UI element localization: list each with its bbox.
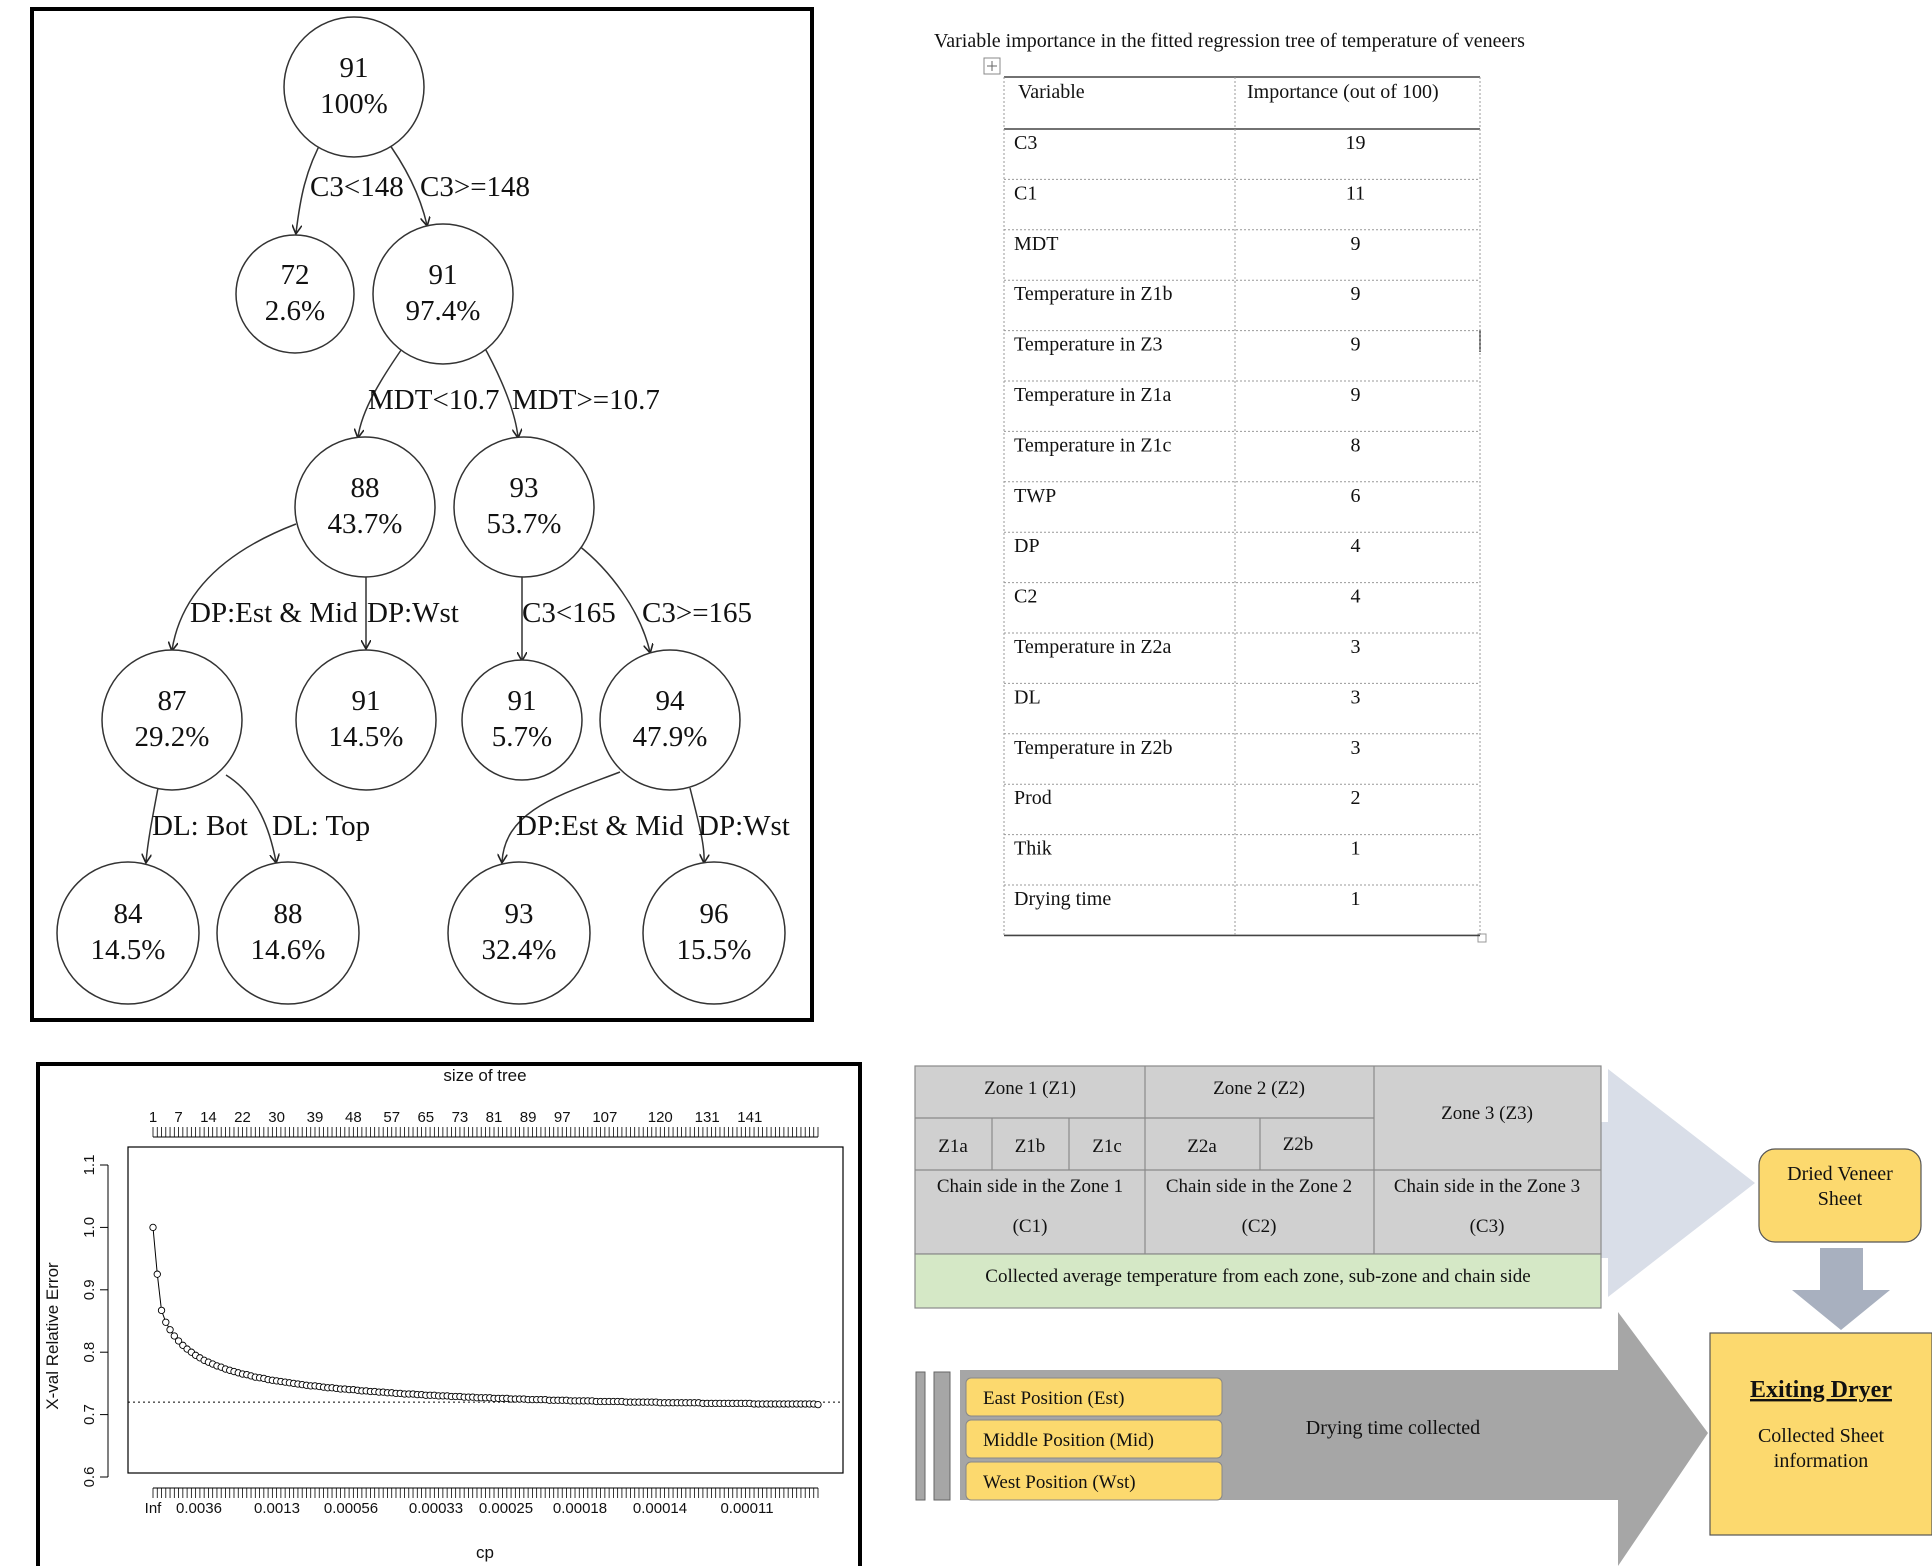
collected-temperature-label: Collected average temperature from each zone, sub-zone and chain side xyxy=(985,1266,1531,1287)
split-label: C3>=165 xyxy=(642,597,753,629)
zone3-label: Zone 3 (Z3) xyxy=(1441,1103,1533,1124)
table-cell-variable: Temperature in Z3 xyxy=(1014,333,1163,356)
top-tick-label: 81 xyxy=(485,1109,503,1126)
x-tick-label: 0.00014 xyxy=(632,1500,688,1517)
top-tick-label: 1 xyxy=(148,1109,158,1126)
tree-node xyxy=(57,862,199,1004)
chain-side-c3-label: Chain side in the Zone 3 xyxy=(1393,1176,1581,1197)
table-cell-importance: 4 xyxy=(1350,585,1361,608)
y-tick-label: 1.1 xyxy=(81,1154,98,1176)
table-cell-importance: 3 xyxy=(1350,736,1361,759)
y-axis-title: X-val Relative Error xyxy=(43,1262,62,1410)
chain-side-c2-label: Chain side in the Zone 2 xyxy=(1165,1176,1353,1197)
svg-text:88: 88 xyxy=(273,898,303,930)
table-cell-variable: Temperature in Z1b xyxy=(1014,283,1173,306)
regression-tree-panel xyxy=(32,9,812,1020)
table-cell-importance: 9 xyxy=(1350,384,1361,406)
top-tick-label: 89 xyxy=(519,1109,537,1126)
table-cell-variable: C3 xyxy=(1014,132,1038,154)
importance-table xyxy=(1004,77,1480,935)
svg-text:43.7%: 43.7% xyxy=(327,508,403,540)
split-label: MDT>=10.7 xyxy=(512,384,660,416)
x-tick-label: 0.00018 xyxy=(552,1500,608,1517)
table-header: Importance (out of 100) xyxy=(1247,81,1439,103)
svg-text:14.6%: 14.6% xyxy=(250,934,326,966)
top-tick-label: 22 xyxy=(234,1109,251,1126)
table-cell-importance: 3 xyxy=(1350,686,1361,709)
split-label: DP:Wst xyxy=(367,597,459,629)
cp-plot-panel xyxy=(38,1064,860,1566)
top-tick-label: 30 xyxy=(268,1109,285,1126)
svg-text:14.5%: 14.5% xyxy=(328,721,404,753)
table-cell-variable: TWP xyxy=(1014,484,1057,507)
tree-node xyxy=(643,862,785,1004)
svg-text:94: 94 xyxy=(655,685,685,717)
table-cell-variable: C2 xyxy=(1014,585,1038,608)
tree-node xyxy=(296,650,436,790)
y-tick-label: 0.8 xyxy=(81,1341,98,1363)
xerror-point xyxy=(158,1307,164,1313)
dried-veneer-label: Sheet xyxy=(1817,1188,1863,1210)
x-tick-label: 0.00025 xyxy=(478,1500,534,1517)
tree-node xyxy=(448,862,590,1004)
down-arrow xyxy=(1792,1248,1890,1330)
y-tick-label: 0.7 xyxy=(81,1404,98,1426)
svg-text:100%: 100% xyxy=(320,88,388,120)
svg-text:91: 91 xyxy=(351,685,381,717)
tree-node xyxy=(373,224,513,364)
svg-text:91: 91 xyxy=(428,259,458,291)
chain-side-c1-label: Chain side in the Zone 1 xyxy=(936,1176,1124,1197)
table-cell-variable: Temperature in Z2a xyxy=(1014,636,1172,658)
table-cell-variable: DL xyxy=(1014,686,1041,709)
position-west-label: West Position (Wst) xyxy=(983,1472,1136,1493)
svg-text:88: 88 xyxy=(350,472,380,504)
xerror-point xyxy=(150,1224,156,1230)
svg-text:53.7%: 53.7% xyxy=(486,508,562,540)
x-tick-label: 0.00033 xyxy=(408,1500,464,1517)
importance-table-panel xyxy=(934,30,1525,942)
collected-sheet-label: information xyxy=(1773,1450,1869,1472)
svg-text:96: 96 xyxy=(699,898,729,930)
tree-node xyxy=(102,650,242,790)
xerror-point xyxy=(154,1271,160,1277)
table-cell-importance: 4 xyxy=(1350,535,1361,558)
zone2-label: Zone 2 (Z2) xyxy=(1213,1078,1305,1099)
dried-veneer-label: Dried Veneer xyxy=(1787,1163,1893,1185)
svg-text:93: 93 xyxy=(504,898,534,930)
split-label: DP:Est & Mid xyxy=(190,597,358,629)
x-tick-label: 0.0013 xyxy=(254,1500,300,1517)
table-cell-importance: 11 xyxy=(1345,182,1366,205)
svg-text:72: 72 xyxy=(280,259,310,291)
svg-text:93: 93 xyxy=(509,472,539,504)
tree-node xyxy=(236,235,354,353)
svg-text:5.7%: 5.7% xyxy=(491,721,553,753)
tree-node xyxy=(600,650,740,790)
svg-text:84: 84 xyxy=(113,898,143,930)
table-cell-importance: 6 xyxy=(1350,484,1361,507)
position-middle-label: Middle Position (Mid) xyxy=(983,1430,1155,1451)
chain-side-c1-code: (C1) xyxy=(1012,1216,1048,1237)
table-cell-importance: 8 xyxy=(1350,434,1361,457)
tree-node xyxy=(284,17,424,157)
svg-text:32.4%: 32.4% xyxy=(481,934,557,966)
table-cell-importance: 1 xyxy=(1350,837,1361,860)
x-axis-title: cp xyxy=(476,1543,494,1562)
tree-node xyxy=(454,437,594,577)
top-tick-label: 7 xyxy=(174,1109,183,1126)
drying-time-label: Drying time collected xyxy=(1305,1417,1481,1439)
table-cell-importance: 19 xyxy=(1345,132,1366,154)
svg-text:14.5%: 14.5% xyxy=(90,934,166,966)
top-tick-label: 131 xyxy=(694,1109,720,1126)
divider-bar xyxy=(934,1372,950,1500)
split-label: C3<165 xyxy=(522,597,616,629)
y-tick-label: 0.6 xyxy=(81,1466,98,1488)
tree-node xyxy=(217,862,359,1004)
subzone-z2a: Z2a xyxy=(1187,1136,1217,1157)
subzone-z2b: Z2b xyxy=(1282,1134,1314,1155)
table-cell-variable: MDT xyxy=(1014,232,1059,255)
position-east-label: East Position (Est) xyxy=(983,1388,1125,1409)
svg-text:47.9%: 47.9% xyxy=(632,721,708,753)
y-tick-label: 1.0 xyxy=(81,1216,98,1238)
chain-side-c2-code: (C2) xyxy=(1241,1216,1277,1237)
xerror-point xyxy=(163,1319,169,1325)
top-tick-label: 73 xyxy=(451,1109,469,1126)
top-tick-label: 120 xyxy=(647,1109,673,1126)
divider-bar xyxy=(916,1372,925,1500)
table-move-handle[interactable] xyxy=(984,58,1000,74)
x-tick-label: 0.00011 xyxy=(720,1500,774,1517)
table-cell-importance: 9 xyxy=(1350,283,1361,306)
table-header: Variable xyxy=(1018,81,1085,103)
top-tick-label: 65 xyxy=(417,1109,435,1126)
table-cell-variable: Temperature in Z1a xyxy=(1014,384,1172,406)
zone-table xyxy=(915,1066,1601,1308)
table-cell-importance: 1 xyxy=(1350,888,1361,910)
collected-sheet-label: Collected Sheet xyxy=(1757,1425,1885,1447)
subzone-z1c: Z1c xyxy=(1092,1136,1122,1157)
svg-text:87: 87 xyxy=(157,685,187,717)
table-cell-importance: 9 xyxy=(1350,333,1361,356)
top-tick-label: 57 xyxy=(383,1109,401,1126)
dryer-process-diagram xyxy=(915,1066,1932,1566)
table-cell-importance: 2 xyxy=(1350,787,1361,810)
top-tick-label: 14 xyxy=(200,1109,217,1126)
svg-text:29.2%: 29.2% xyxy=(134,721,210,753)
y-tick-label: 0.9 xyxy=(81,1279,98,1301)
split-label: DL: Top xyxy=(272,810,371,842)
svg-text:91: 91 xyxy=(507,685,537,717)
table-cell-variable: Temperature in Z1c xyxy=(1014,434,1172,457)
top-tick-label: 39 xyxy=(306,1109,324,1126)
split-label: DL: Bot xyxy=(152,810,248,842)
table-caption: Variable importance in the fitted regression tree of temperature of veneers xyxy=(934,30,1525,52)
svg-text:2.6%: 2.6% xyxy=(264,295,326,327)
top-tick-label: 107 xyxy=(592,1109,618,1126)
top-axis-title: size of tree xyxy=(443,1066,527,1085)
table-cell-variable: Temperature in Z2b xyxy=(1014,736,1173,759)
chain-side-c3-code: (C3) xyxy=(1469,1216,1505,1237)
x-tick-label: 0.00056 xyxy=(323,1500,379,1517)
top-tick-label: 97 xyxy=(553,1109,571,1126)
zone1-label: Zone 1 (Z1) xyxy=(984,1078,1076,1099)
table-cell-variable: Thik xyxy=(1014,837,1052,860)
subzone-z1a: Z1a xyxy=(938,1136,968,1157)
svg-text:91: 91 xyxy=(339,52,369,84)
tree-node xyxy=(295,437,435,577)
table-cell-variable: Drying time xyxy=(1014,888,1112,910)
top-tick-label: 48 xyxy=(345,1109,362,1126)
top-tick-label: 141 xyxy=(737,1109,763,1126)
split-label: C3>=148 xyxy=(420,171,531,203)
table-cell-importance: 3 xyxy=(1350,636,1361,658)
tree-node xyxy=(462,660,582,780)
x-tick-label: 0.0036 xyxy=(176,1500,222,1517)
exiting-dryer-title: Exiting Dryer xyxy=(1750,1377,1892,1403)
table-cell-variable: Prod xyxy=(1014,787,1052,810)
xerror-point xyxy=(167,1327,173,1333)
split-label: DP:Wst xyxy=(698,810,790,842)
xerror-point xyxy=(815,1401,821,1407)
split-label: MDT<10.7 xyxy=(368,384,500,416)
split-label: C3<148 xyxy=(310,171,404,203)
x-tick-label: Inf xyxy=(144,1500,162,1517)
svg-text:15.5%: 15.5% xyxy=(676,934,752,966)
subzone-z1b: Z1b xyxy=(1014,1136,1046,1157)
svg-text:97.4%: 97.4% xyxy=(405,295,481,327)
table-cell-importance: 9 xyxy=(1350,232,1361,255)
split-label: DP:Est & Mid xyxy=(516,810,684,842)
table-cell-variable: C1 xyxy=(1014,182,1038,205)
table-cell-variable: DP xyxy=(1014,535,1040,558)
